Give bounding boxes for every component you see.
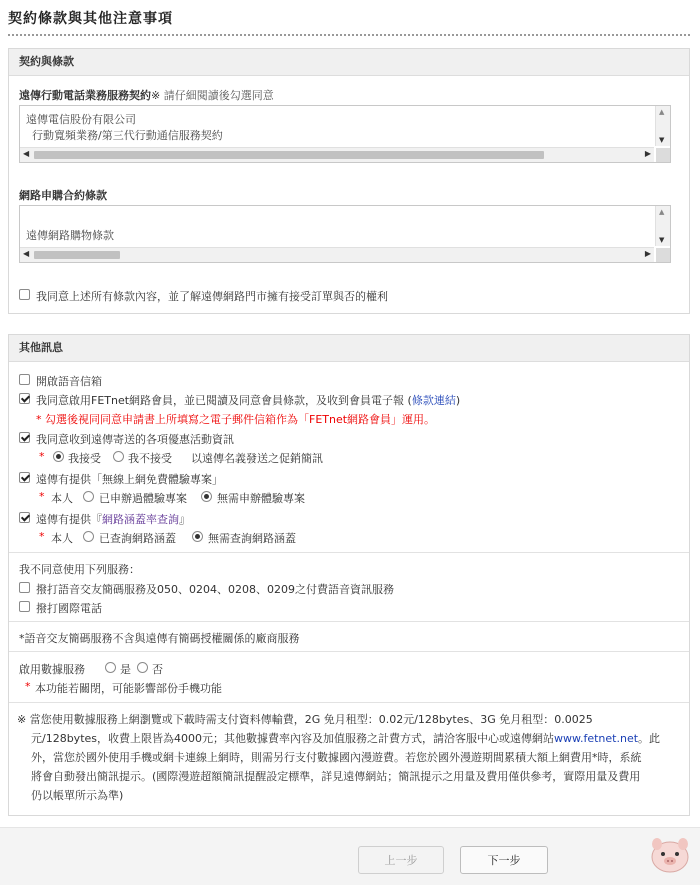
trial-not-needed-label: 無需申辦體驗專案 xyxy=(217,492,305,505)
fee-notice-line1: ※ 當您使用數據服務上網瀏覽或下載時需支付資料傳輸費，2G 免月租型：0.02元/128bytes、3G 免月租型：0.0025 xyxy=(17,713,593,726)
member-label-end: ) xyxy=(455,394,461,407)
block-services-title: 我不同意使用下列服務： xyxy=(19,563,140,576)
promo-accept-label: 我接受 xyxy=(68,452,101,465)
promo-note: 以遠傳名義發送之促銷簡訊 xyxy=(191,452,323,465)
fee-notice-line5: 仍以帳單所示為準) xyxy=(31,789,124,802)
other-info-header: 其他訊息 xyxy=(9,335,689,362)
divider xyxy=(9,651,689,652)
trial-checkbox[interactable] xyxy=(19,472,30,483)
coverage-not-needed-label: 無需查詢網路涵蓋 xyxy=(208,532,296,545)
block-intl-label: 撥打國際電話 xyxy=(36,602,102,615)
bottom-nav-bar xyxy=(0,827,700,885)
fee-notice-line3: 外，當您於國外使用手機或網卡連線上網時，則需另行支付數據國內漫遊費。若您於國外漫遊期間累積大額上網費用*時，系統 xyxy=(31,751,642,764)
divider xyxy=(9,621,689,622)
contract2-vscroll[interactable] xyxy=(655,206,670,246)
member-terms-link[interactable]: 條款連結 xyxy=(411,394,456,407)
coverage-label: 遠傳有提供『 xyxy=(36,513,102,526)
agree-all-label: 我同意上述所有條款內容，並了解遠傳網路門市擁有接受訂單與否的權利 xyxy=(36,290,388,303)
data-warning-star: * xyxy=(25,680,31,693)
contract1-line2: 行動寬頻業務/第三代行動通信服務契約 xyxy=(32,129,223,142)
terms-header: 契約與條款 xyxy=(9,49,689,76)
promo-label: 我同意收到遠傳寄送的各項優惠活動資訊 xyxy=(36,433,234,446)
voice-service-note: *語音交友簡碼服務不含與遠傳有簡碼授權關係的廠商服務 xyxy=(19,632,300,645)
data-service-label: 啟用數據服務 xyxy=(19,663,85,676)
contract2-textbox[interactable] xyxy=(19,205,671,263)
promo-required-star: * xyxy=(39,450,45,463)
promo-reject-label: 我不接受 xyxy=(128,452,172,465)
voicemail-checkbox[interactable] xyxy=(19,374,30,385)
coverage-checked-radio[interactable] xyxy=(83,531,94,542)
next-step-button[interactable]: 下一步 xyxy=(460,846,548,874)
contract2-label: 網路申購合約條款 xyxy=(19,189,107,202)
promo-accept-radio[interactable] xyxy=(53,451,64,462)
fee-notice-line4: 將會自動發出簡訊提示。(國際漫遊超額簡訊提醒設定標準，詳見遠傳網站；簡訊提示之用量及費用僅供參考，實際用量及費用 xyxy=(31,770,641,783)
contract2-hscroll-thumb[interactable] xyxy=(34,251,120,259)
scroll-left-icon[interactable]: ◀ xyxy=(23,249,30,258)
contract1-vscroll[interactable] xyxy=(655,106,670,146)
fee-notice-line2 xyxy=(31,730,660,746)
contract1-label: 遠傳行動電話業務服務契約 xyxy=(19,89,151,102)
data-yes-label: 是 xyxy=(120,663,131,676)
fetnet-link[interactable]: www.fetnet.net xyxy=(554,732,639,745)
data-warning: 本功能若關閉，可能影響部份手機功能 xyxy=(35,682,222,695)
divider xyxy=(9,702,689,703)
coverage-not-needed-radio[interactable] xyxy=(192,531,203,542)
coverage-label-end: 』 xyxy=(179,513,190,526)
data-no-label: 否 xyxy=(152,663,163,676)
voicemail-label: 開啟語音信箱 xyxy=(36,375,102,388)
contract1-textbox[interactable] xyxy=(19,105,671,163)
fee-notice-line2-text: 元/128bytes，收費上限皆為4000元；其他數據費率內容及加值服務之計費方式，請洽客服中心或遠傳網站 xyxy=(31,732,554,745)
terms-panel xyxy=(8,48,690,314)
scroll-up-icon[interactable]: ▲ xyxy=(659,208,665,216)
coverage-self-label: 本人 xyxy=(51,532,73,545)
coverage-checkbox[interactable] xyxy=(19,512,30,523)
contract1-hscroll[interactable] xyxy=(20,147,654,162)
member-row xyxy=(36,392,460,408)
scroll-down-icon[interactable]: ▼ xyxy=(659,236,665,244)
trial-applied-radio[interactable] xyxy=(83,491,94,502)
prev-step-button[interactable]: 上一步 xyxy=(358,846,444,874)
trial-self-label: 本人 xyxy=(51,492,73,505)
contract2-hscroll[interactable] xyxy=(20,247,654,262)
coverage-checked-label: 已查詢網路涵蓋 xyxy=(99,532,176,545)
member-checkbox[interactable] xyxy=(19,393,30,404)
contract1-note: 請仔細閱讀後勾選同意 xyxy=(163,89,274,102)
scroll-corner xyxy=(656,248,670,262)
block-voice-checkbox[interactable] xyxy=(19,582,30,593)
scroll-down-icon[interactable]: ▼ xyxy=(659,136,665,144)
contract1-hscroll-thumb[interactable] xyxy=(34,151,544,159)
trial-not-needed-radio[interactable] xyxy=(201,491,212,502)
divider xyxy=(9,552,689,553)
trial-applied-label: 已申辦過體驗專案 xyxy=(99,492,187,505)
scroll-left-icon[interactable]: ◀ xyxy=(23,149,30,158)
scroll-right-icon[interactable]: ▶ xyxy=(644,249,651,258)
member-warning: * 勾選後視同同意申請書上所填寫之電子郵件信箱作為「FETnet網路會員」運用。 xyxy=(36,413,436,426)
trial-required-star: * xyxy=(39,490,45,503)
page-title: 契約條款與其他注意事項 xyxy=(8,11,173,27)
promo-reject-radio[interactable] xyxy=(113,451,124,462)
pig-mascot-icon xyxy=(646,830,694,878)
contract1-marker: ※ xyxy=(151,89,161,102)
block-intl-checkbox[interactable] xyxy=(19,601,30,612)
contract2-line1: 遠傳網路購物條款 xyxy=(26,229,114,242)
data-yes-radio[interactable] xyxy=(105,662,116,673)
contract1-label-row xyxy=(19,87,274,103)
promo-checkbox[interactable] xyxy=(19,432,30,443)
other-info-panel xyxy=(8,334,690,816)
scroll-up-icon[interactable]: ▲ xyxy=(659,108,665,116)
coverage-query-link[interactable]: 網路涵蓋率查詢 xyxy=(102,513,179,526)
data-no-radio[interactable] xyxy=(137,662,148,673)
fee-notice-line2-end: 。此 xyxy=(638,732,661,745)
trial-label: 遠傳有提供「無線上網免費體驗專案」 xyxy=(36,473,223,486)
contract1-line1: 遠傳電信股份有限公司 xyxy=(26,113,136,126)
title-divider xyxy=(8,34,690,36)
coverage-required-star: * xyxy=(39,530,45,543)
agree-all-checkbox[interactable] xyxy=(19,289,30,300)
scroll-right-icon[interactable]: ▶ xyxy=(644,149,651,158)
scroll-corner xyxy=(656,148,670,162)
block-voice-label: 撥打語音交友簡碼服務及050、0204、0208、0209之付費語音資訊服務 xyxy=(36,583,394,596)
coverage-row xyxy=(36,511,190,527)
member-label: 我同意啟用FETnet網路會員，並已閱讀及同意會員條款，及收到會員電子報 ( xyxy=(36,394,412,407)
